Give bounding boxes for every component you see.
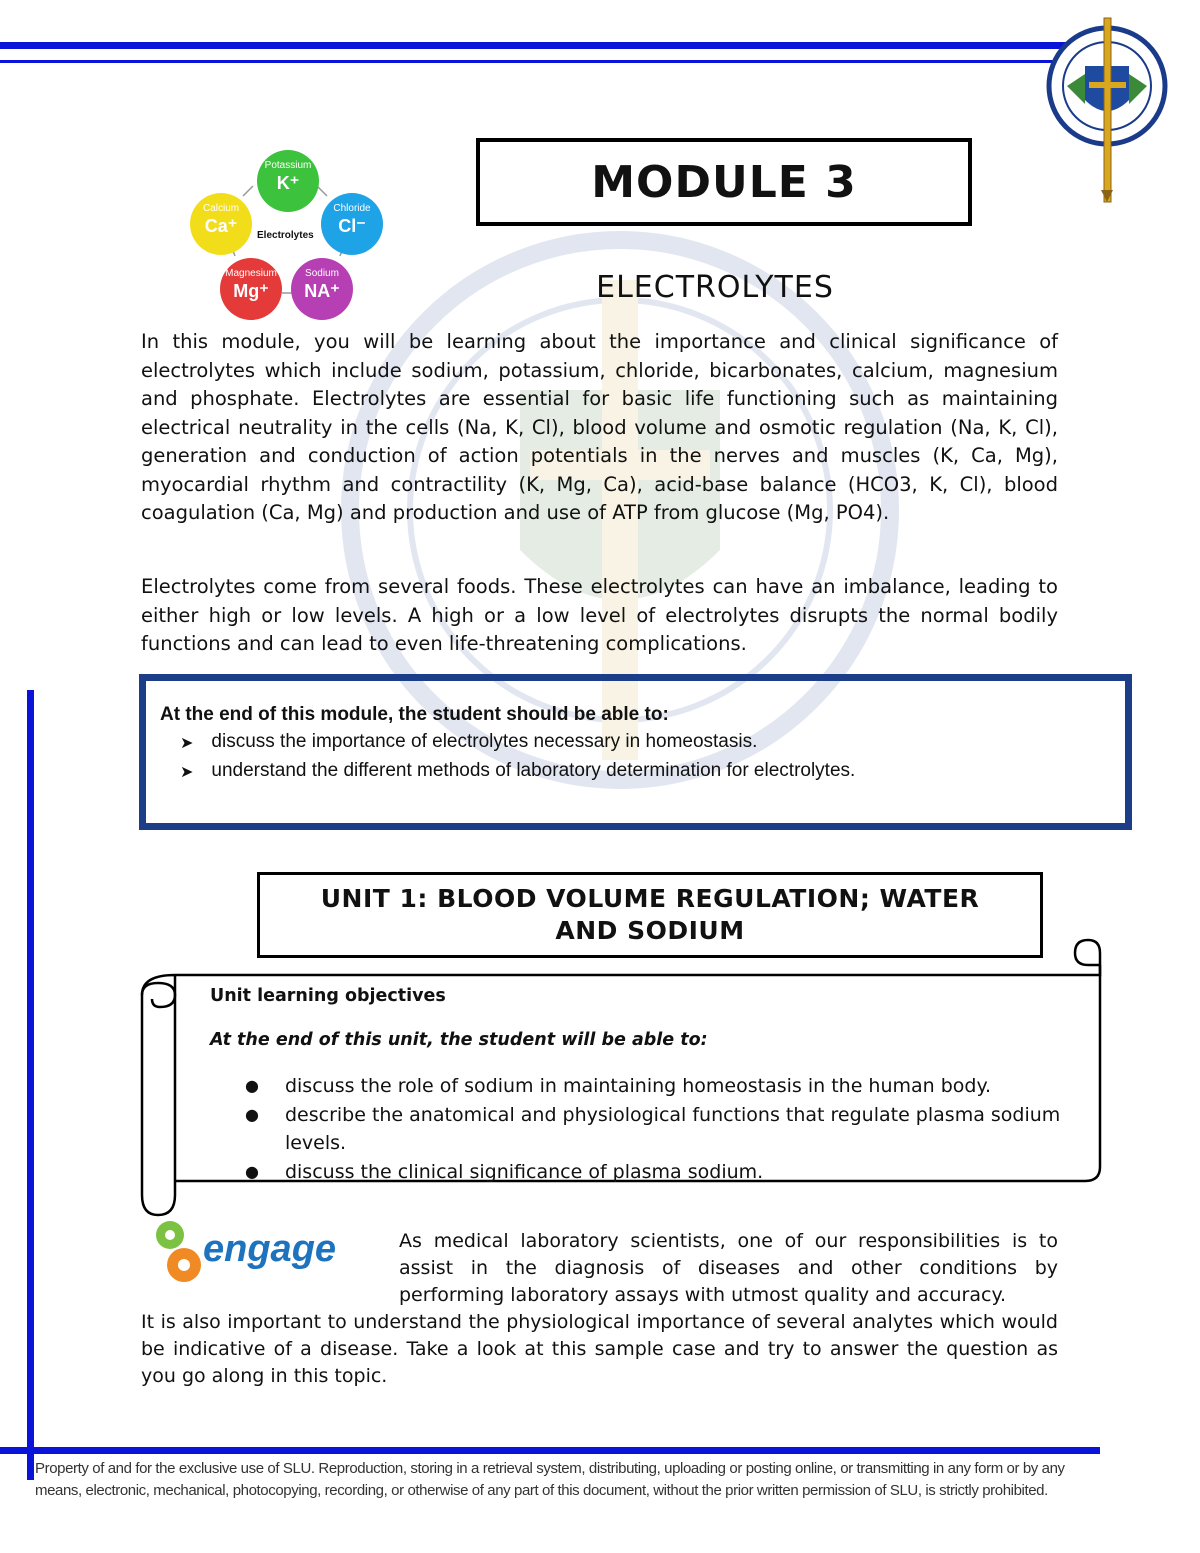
calcium-circle xyxy=(190,193,252,255)
sodium-circle xyxy=(291,258,353,320)
arrow-bullet-icon: ➤ xyxy=(180,735,194,752)
top-rule-thin xyxy=(0,60,1075,63)
chloride-name: Chloride xyxy=(333,203,371,214)
engage-paragraph: As medical laboratory scientists, one of our responsibilities is to assist in the diagnosis of diseases and other conditions by performing laboratory assays with utmost quality and accuracy. xyxy=(399,1230,1058,1306)
bullet-icon: ● xyxy=(245,1161,259,1181)
unit-objective-text: discuss the role of sodium in maintaining homeostasis in the human body. xyxy=(284,1075,992,1097)
top-rule-thick xyxy=(0,42,1075,49)
unit-objective-item xyxy=(245,1072,1065,1101)
svg-text:engage: engage xyxy=(203,1228,337,1270)
unit-objectives-list xyxy=(245,1072,1065,1186)
unit-objective-text: describe the anatomical and physiological functions that regulate plasma sodium levels. xyxy=(284,1103,1061,1154)
module-objectives-list xyxy=(180,728,855,786)
bottom-rule xyxy=(0,1447,1100,1454)
unit-objective-text: discuss the clinical significance of plasma sodium. xyxy=(284,1160,764,1183)
chloride-circle xyxy=(321,193,383,255)
calcium-symbol: Ca⁺ xyxy=(204,216,238,236)
intro-paragraph-1: In this module, you will be learning about the importance and clinical significance of electrolytes which include sodium, potassium, chloride, bicarbonates, calcium, magnesium and phosphate. Electrolytes are essential for basic life functioning such as maintaining electrical neutrality in the cells (Na, K, Cl), blood volume and osmotic regulation (Na, K, Cl), generation and conduction of action potentials in the nerves and muscles (K, Ca, Mg), myocardial rhythm and contractility (K, Mg, Ca), acid-base balance (HCO3, K, Cl), blood coagulation (Ca, Mg) and production and use of ATP from glucose (Mg, PO4). xyxy=(141,330,1058,524)
engage-paragraph-continued: It is also important to understand the physiological importance of several analytes which would be indicative of a disease. Take a look at this sample case and try to answer the question as you go along in this topic. xyxy=(141,1311,1058,1387)
module-title-box xyxy=(476,138,972,226)
bullet-icon: ● xyxy=(245,1076,259,1095)
calcium-name: Calcium xyxy=(202,203,240,214)
potassium-name: Potassium xyxy=(264,160,312,171)
gear-icon xyxy=(156,1221,201,1282)
module-objective-text: discuss the importance of electrolytes necessary in homeostasis. xyxy=(211,731,758,752)
unit-objective-item xyxy=(245,1158,1065,1187)
arrow-bullet-icon: ➤ xyxy=(180,764,194,781)
bullet-icon: ● xyxy=(245,1104,259,1124)
potassium-circle xyxy=(257,150,319,212)
module-title: MODULE 3 xyxy=(591,156,857,208)
magnesium-symbol: Mg⁺ xyxy=(233,281,269,301)
magnesium-circle xyxy=(220,258,282,320)
module-objective-item xyxy=(180,757,855,786)
module-objective-item xyxy=(180,728,855,757)
unit-objective-item xyxy=(245,1101,1065,1158)
unit-title-line-1: UNIT 1: BLOOD VOLUME REGULATION; WATER xyxy=(320,884,980,913)
sodium-symbol: NA⁺ xyxy=(304,281,340,301)
unit-title-line-2: AND SODIUM xyxy=(555,916,745,945)
left-margin-rule xyxy=(27,690,34,1480)
intro-paragraph-2: Electrolytes come from several foods. These electrolytes can have an imbalance, leading to either high or low levels. A high or a low level of electrolytes disrupts the normal bodily functions and can lead to even life-threatening complications. xyxy=(141,575,1058,655)
module-subtitle: ELECTROLYTES xyxy=(596,270,834,305)
module-objective-text: understand the different methods of laboratory determination for electrolytes. xyxy=(211,760,856,781)
unit-objectives-subheading: At the end of this unit, the student will be able to: xyxy=(210,1030,708,1050)
module-objectives-heading: At the end of this module, the student should be able to: xyxy=(160,704,669,725)
potassium-symbol: K⁺ xyxy=(276,173,300,193)
electrolytes-center-label: Electrolytes xyxy=(257,230,314,241)
unit-objectives-heading: Unit learning objectives xyxy=(210,986,446,1006)
sodium-name: Sodium xyxy=(305,268,339,279)
engage-logo xyxy=(148,1213,388,1293)
chloride-symbol: Cl⁻ xyxy=(338,216,366,236)
footer-copyright: Property of and for the exclusive use of SLU. Reproduction, storing in a retrieval system, distributing, uploading or posting online, or transmitting in any form or by any means, electronic, mechanical, photocopying, recording, or otherwise of any part of this document, without the prior written permission of SLU, is strictly prohibited. xyxy=(35,1460,1065,1499)
university-seal-logo xyxy=(1045,14,1170,204)
magnesium-name: Magnesium xyxy=(225,268,277,279)
